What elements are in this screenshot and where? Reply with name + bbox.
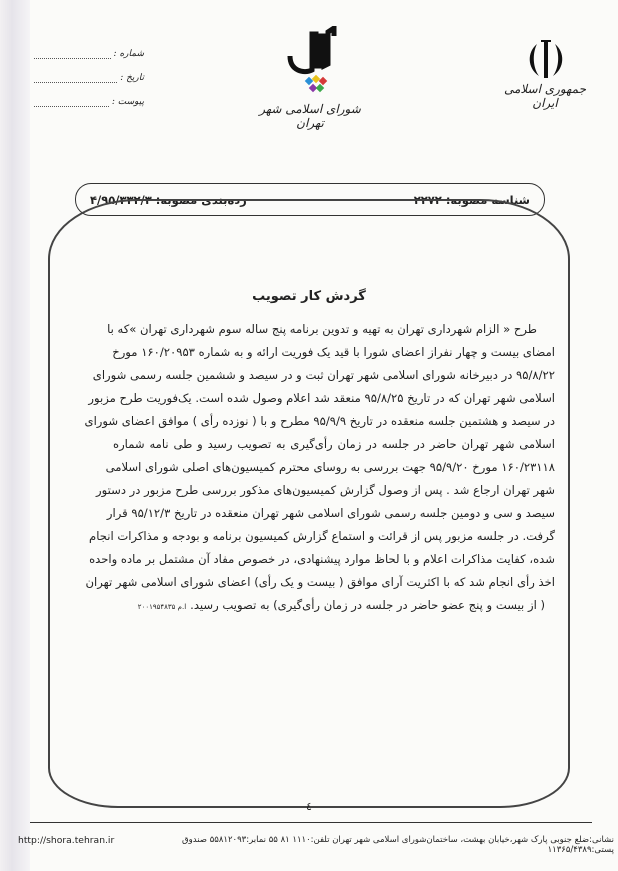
page-number: ٤: [306, 800, 312, 813]
emblem-icon: [523, 38, 569, 82]
body-line: گرفت. در جلسه مزبور پس از قرائت و استماع گزارش کمیسیون برنامه و بودجه و مذاکرات انجام: [89, 529, 555, 543]
council-logo-icon: [282, 26, 342, 96]
body-line: امضای بیست و چهار نفراز اعضای شورا با قید یک فوریت ارائه و به شماره ۱۶۰/۲۰۹۵۳ مورخ: [112, 345, 555, 359]
number-field: شماره :: [34, 42, 144, 66]
body-line: ۹۵/۸/۲۲ در دبیرخانه شورای اسلامی شهر تهران ثبت و در سیصد و ششمین جلسه رسمی شورای: [92, 368, 555, 382]
country-name: جمهوری اسلامی ایران: [503, 82, 587, 110]
body-line: اخذ رأی انجام شد که با اکثریت آرای موافق ( بیست و یک رأی) اعضای شورای اسلامی شهر تهران: [85, 575, 555, 589]
reference-code: ا.م ۲۰۰۱۹۵۴۸۳۵: [137, 603, 187, 611]
body-line: طرح « الزام شهرداری تهران به تهیه و تدوین برنامه پنج ساله سوم شهرداری تهران »که با: [107, 322, 537, 336]
document-body: [84, 318, 555, 617]
body-line: در سیصد و هشتمین جلسه منعقده در تاریخ ۹۵/۹/۹ مطرح و با ( نوزده رأی ) موافق اعضای شورای: [84, 414, 555, 428]
body-line: شده، کفایت مذاکرات اعلام و با لحاظ موارد پیشنهادی، در خصوص مفاد آن مشتمل بر ماده واحده: [89, 552, 555, 566]
council-name: شورای اسلامی شهر تهران: [259, 102, 361, 130]
approval-id: شناسه مصوبه: ۲۲۷۲: [413, 192, 530, 207]
document-title: گردش کار تصویب: [252, 289, 366, 304]
letter-meta-fields: [34, 42, 144, 114]
footer-divider: [30, 822, 592, 823]
footer: [18, 835, 614, 855]
body-line: اسلامی شهر تهران که در تاریخ ۹۵/۸/۲۵ منعقد شد اعلام وصول شده است. یک‌فوریت طرح مزبور: [88, 391, 555, 405]
scan-binding-edge: [0, 0, 30, 871]
body-line-final: ( از بیست و پنج عضو حاضر در جلسه در زمان رأی‌گیری) به تصویب رسید.ا.م ۲۰۰۱۹۵۴۸۳۵: [137, 598, 545, 612]
body-line: سیصد و سی و دومین جلسه رسمی شورای اسلامی شهر تهران منعقده در تاریخ ۹۵/۱۲/۳ قرار: [106, 506, 555, 520]
footer-url[interactable]: http://shora.tehran.ir: [18, 835, 115, 846]
approval-classification: رده‌بندی مصوبه: ۴/۹۵/۳۳۲/۳: [90, 192, 247, 207]
body-line: شهر تهران ارجاع شد . پس از وصول گزارش کمیسیون‌های مذکور بررسی طرح مزبور در دستور: [96, 483, 555, 497]
footer-address: نشانی:ضلع جنوبی پارک شهر،خیابان بهشت، ساختمان‌شورای اسلامی شهر تهران تلفن:۱۱۱۰ ۸۱ ۵۵ نمابر:۵۵۸۱۲۰۹۳ صندوق پستی:۱۱۳۶۵/۴۳۸۹: [182, 835, 614, 855]
attachment-field: پیوست :: [34, 90, 144, 114]
body-line: ۱۶۰/۲۳۱۱۸ مورخ ۹۵/۹/۲۰ جهت بررسی به روسای محترم کمیسیون‌های اصلی شورای اسلامی: [105, 460, 555, 474]
iran-emblem-logo: [516, 38, 576, 86]
date-field: تاریخ :: [34, 66, 144, 90]
body-line: اسلامی شهر تهران حاضر در جلسه در زمان رأی‌گیری به تصویب رسید و طی نامه شماره: [113, 437, 555, 451]
council-logo: [282, 26, 342, 96]
